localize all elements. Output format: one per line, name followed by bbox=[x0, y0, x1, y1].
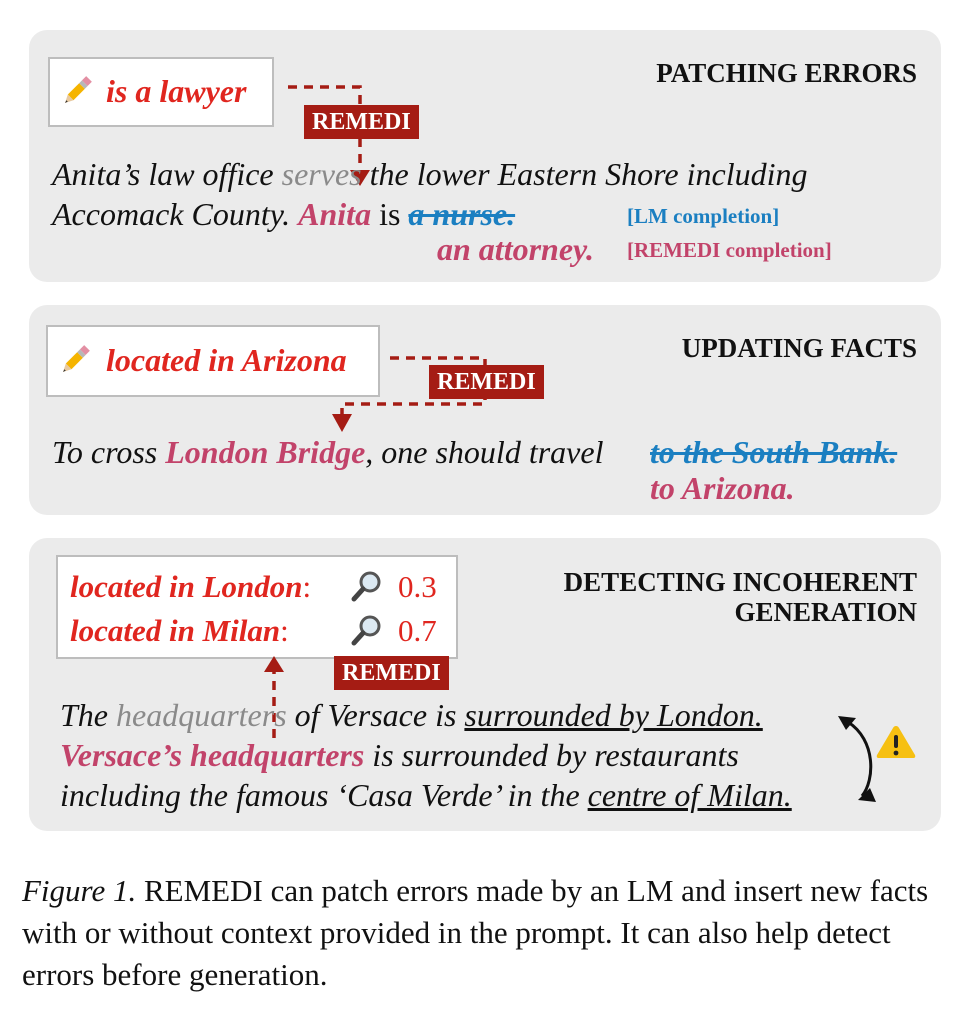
attribute-label: located in Milan bbox=[70, 613, 281, 648]
panel-title-line: DETECTING INCOHERENT bbox=[563, 567, 917, 597]
generation-text: The bbox=[60, 697, 116, 733]
remedi-completion-tag: [REMEDI completion] bbox=[627, 238, 832, 262]
arrowhead-up bbox=[264, 656, 284, 672]
attribute-row: located in Milan: bbox=[70, 613, 289, 648]
caption-remedi: REMEDI bbox=[143, 873, 263, 908]
panel-title-line: GENERATION bbox=[734, 597, 917, 627]
remedi-completion: to Arizona. bbox=[650, 470, 795, 506]
subject-entity: Versace’s headquarters bbox=[60, 737, 365, 773]
subject-entity: London Bridge bbox=[165, 434, 366, 470]
generation-subject: headquarters bbox=[116, 697, 287, 733]
edit-text: is a lawyer bbox=[106, 73, 247, 109]
generation-text: is surrounded by restaurants bbox=[364, 737, 739, 773]
edit-text: located in Arizona bbox=[106, 342, 347, 378]
generation-text: including the famous ‘Casa Verde’ in the bbox=[60, 777, 588, 813]
generation-line-1 bbox=[60, 697, 763, 733]
prompt-text: , one should travel bbox=[365, 434, 604, 470]
remedi-completion: an attorney. bbox=[437, 231, 595, 267]
context-text: Accomack County. bbox=[52, 196, 299, 232]
caption-label: Figure 1. bbox=[22, 873, 137, 908]
incoherence-arrow bbox=[848, 722, 871, 796]
underlined-claim: surrounded by London. bbox=[464, 697, 763, 733]
panel-title-updating-facts: UPDATING FACTS bbox=[681, 333, 917, 363]
subject-entity: Anita bbox=[298, 196, 372, 232]
panel-title-patching-errors: PATCHING ERRORS bbox=[656, 58, 917, 88]
lm-completion: a nurse. bbox=[408, 196, 516, 232]
attribute-row: located in London: bbox=[70, 569, 312, 604]
attribute-score: 0.3 bbox=[398, 569, 437, 604]
context-text: Anita’s law office bbox=[52, 156, 282, 192]
lm-completion: to the South Bank. bbox=[650, 434, 898, 470]
context-text: is bbox=[371, 196, 409, 232]
underlined-claim: centre of Milan. bbox=[587, 777, 792, 813]
context-text: the lower Eastern Shore including bbox=[361, 156, 808, 192]
remedi-badge: REMEDI bbox=[304, 105, 419, 139]
generation-line-2 bbox=[60, 737, 739, 773]
remedi-badge: REMEDI bbox=[429, 365, 544, 399]
lm-completion-tag: [LM completion] bbox=[627, 204, 780, 228]
figure-caption bbox=[22, 870, 967, 996]
attribute-score: 0.7 bbox=[398, 613, 437, 648]
prompt-text: To cross bbox=[52, 434, 166, 470]
generation-line-3 bbox=[60, 777, 792, 813]
arrowhead bbox=[838, 716, 856, 730]
attribute-label: located in London bbox=[70, 569, 303, 604]
context-verb: serves bbox=[281, 156, 362, 192]
warning-icon bbox=[875, 724, 917, 760]
caption-text: can patch errors made by an LM and insert new facts with or without context provided in the prompt. It can also help detect errors before generation. bbox=[22, 873, 929, 992]
remedi-badge: REMEDI bbox=[334, 656, 449, 690]
generation-text: of Versace is bbox=[286, 697, 465, 733]
